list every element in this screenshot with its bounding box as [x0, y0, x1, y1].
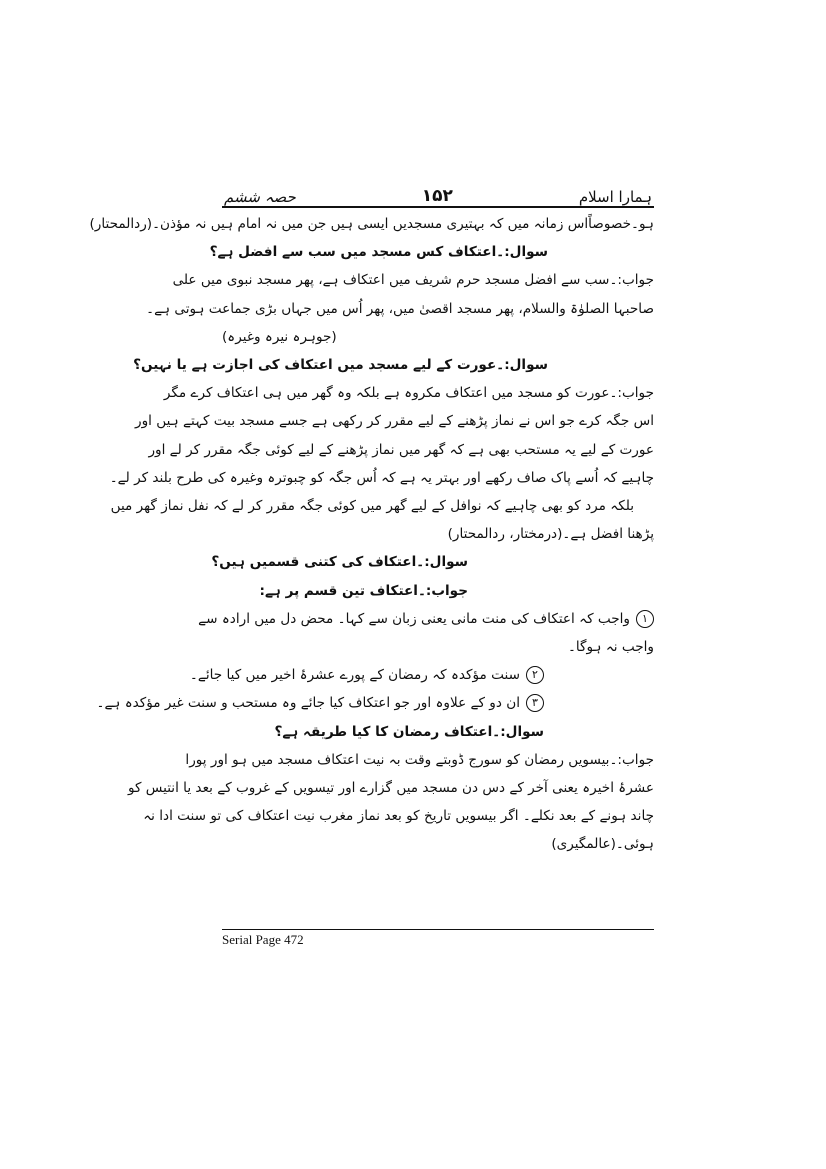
- text-line: چاہیے کہ اُسے پاک صاف رکھے اور بہتر یہ ہے کہ اُس جگہ کو چبوترہ وغیرہ کی طرح بلند کر لے۔: [109, 469, 654, 486]
- list-number: ۳: [526, 694, 544, 712]
- question-line: سوال:۔اعتکاف کی کتنی قسمیں ہیں؟: [211, 554, 468, 571]
- list-item: ۲سنت مؤکدہ کہ رمضان کے پورے عشرۂ اخیر میں کیا جائے۔: [222, 661, 654, 689]
- question-line: سوال:۔اعتکاف رمضان کا کیا طریقہ ہے؟: [274, 723, 544, 740]
- serial-page-label: Serial Page 472: [222, 932, 304, 947]
- page-footer: [222, 929, 654, 948]
- text-line: ہو۔خصوصاًاس زمانہ میں کہ بہتیری مسجدیں ایسی ہیں جن میں نہ امام ہیں نہ مؤذن۔(ردالمحتار): [89, 216, 654, 232]
- text-line: چاند ہونے کے بعد نکلے۔ اگر بیسویں تاریخ کو بعد نماز مغرب نیت اعتکاف کی تو سنت ادا نہ: [143, 808, 654, 825]
- text-line: عورت کے لیے یہ مستحب بھی ہے کہ گھر میں نماز پڑھنے کے لیے کوئی جگہ مقرر کر لے اور: [148, 441, 654, 458]
- answer-line: جواب:۔عورت کو مسجد میں اعتکاف مکروہ ہے بلکہ وہ گھر میں ہی اعتکاف کرے مگر: [163, 385, 654, 402]
- page-header: [222, 176, 654, 208]
- text-line: ہوئی۔(عالمگیری): [551, 836, 654, 853]
- page-number: ۱۵۲: [421, 186, 453, 206]
- answer-line: جواب:۔بیسویں رمضان کو سورج ڈوبتے وقت بہ نیت اعتکاف مسجد میں ہو اور پورا: [185, 751, 654, 768]
- list-item: ۱واجب کہ اعتکاف کی منت مانی یعنی زبان سے کہا۔ محض دل میں ارادہ سے: [222, 605, 654, 633]
- book-title: ہمارا اسلام: [578, 188, 652, 206]
- reference-line: (جوہرہ نیرہ وغیرہ): [222, 328, 337, 345]
- answer-line: جواب:۔سب سے افضل مسجد حرم شریف میں اعتکاف ہے، پھر مسجد نبوی میں علی: [172, 272, 654, 289]
- list-number: ۲: [526, 666, 544, 684]
- text-line: واجب نہ ہوگا۔: [567, 639, 654, 656]
- part-label: حصہ ششم: [224, 188, 296, 206]
- text-line: عشرۂ اخیرہ یعنی آخر کے دس دن مسجد میں گزارے اور تیسویں کے غروب کے بعد یا انتیس کو: [127, 780, 654, 797]
- text-line: پڑھنا افضل ہے۔(درمختار، ردالمحتار): [447, 526, 654, 543]
- list-number: ۱: [636, 610, 654, 628]
- answer-line: جواب:۔اعتکاف تین قسم پر ہے:: [259, 582, 468, 599]
- book-page: [89, 176, 654, 859]
- page-body: [89, 210, 654, 859]
- list-item: ۳ان دو کے علاوہ اور جو اعتکاف کیا جائے وہ مستحب و سنت غیر مؤکدہ ہے۔: [222, 689, 654, 717]
- text-line: بلکہ مرد کو بھی چاہیے کہ نوافل کے لیے گھر میں کوئی جگہ مقرر کر لے کہ نفل نماز گھر میں: [110, 498, 634, 515]
- question-line: سوال:۔اعتکاف کس مسجد میں سب سے افضل ہے؟: [209, 244, 548, 261]
- question-line: سوال:۔عورت کے لیے مسجد میں اعتکاف کی اجازت ہے یا نہیں؟: [133, 357, 548, 374]
- text-line: اس جگہ کرے جو اس نے نماز پڑھنے کے لیے مقرر کر رکھی ہے جسے مسجد بیت کہتے ہیں اور: [135, 413, 654, 430]
- text-line: صاحبہا الصلوٰۃ والسلام، پھر مسجد اقصیٰ میں، پھر اُس میں جہاں بڑی جماعت ہوتی ہے۔: [146, 300, 654, 317]
